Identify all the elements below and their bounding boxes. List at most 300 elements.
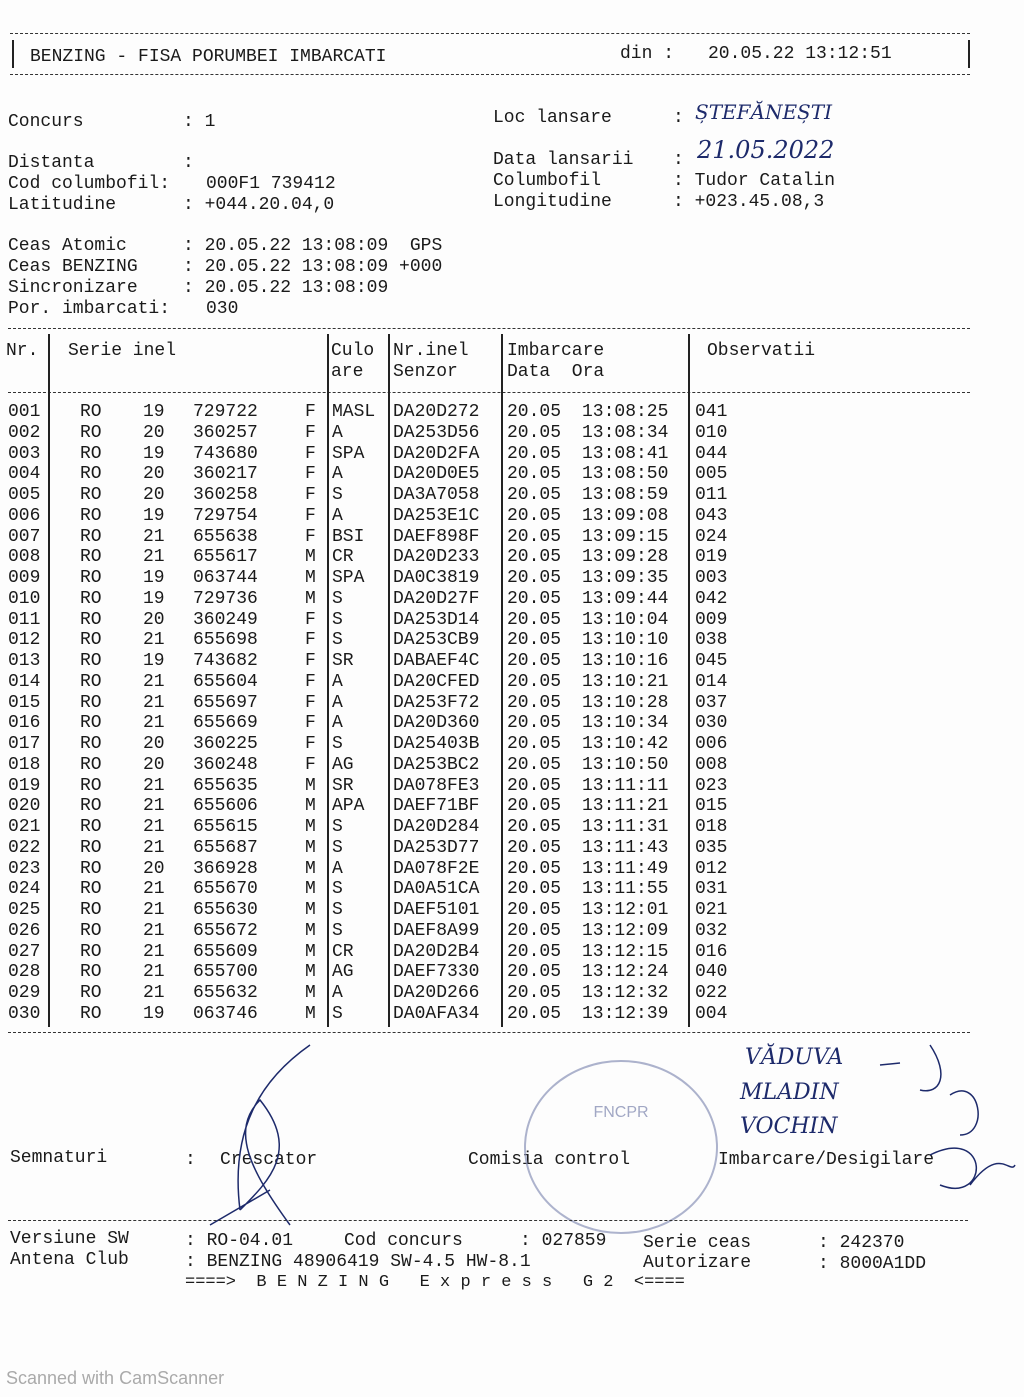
- country: RO: [80, 568, 102, 588]
- year: 20: [143, 464, 165, 485]
- data-lansarii-label: Data lansarii: [493, 150, 634, 170]
- year: 20: [143, 858, 165, 879]
- country: RO: [80, 505, 102, 526]
- observation: 040: [695, 962, 728, 983]
- observation: 012: [695, 858, 728, 879]
- sensor: DA20D27F: [393, 588, 480, 609]
- country: RO: [80, 443, 102, 464]
- color: AG: [332, 962, 354, 983]
- comisia-label: Comisia control: [468, 1150, 631, 1170]
- date: 20.05: [507, 609, 562, 630]
- camscanner-watermark: Scanned with CamScanner: [6, 1368, 225, 1388]
- year: 21: [143, 796, 165, 817]
- ceas-atomic-label: Ceas Atomic: [8, 236, 127, 256]
- row-nr: 015: [8, 692, 41, 713]
- crescator-label: Crescator: [220, 1150, 318, 1170]
- color: A: [332, 422, 343, 443]
- color: S: [332, 817, 343, 837]
- sensor: DA078F2E: [393, 858, 480, 879]
- col-culoare-2: are: [331, 362, 364, 382]
- ring-number: 360249: [193, 609, 258, 630]
- row-nr: 018: [8, 754, 41, 775]
- lat-label: Latitudine: [8, 195, 117, 215]
- sex: M: [305, 983, 316, 1003]
- color: SPA: [332, 443, 365, 464]
- observation: 021: [695, 900, 728, 920]
- observation: 018: [695, 817, 728, 837]
- country: RO: [80, 1003, 102, 1024]
- table-row: [0, 610, 740, 631]
- observation: 016: [695, 941, 728, 962]
- col-nr: Nr.: [6, 341, 39, 361]
- row-nr: 011: [8, 609, 41, 630]
- country: RO: [80, 588, 102, 609]
- observation: 041: [695, 402, 728, 422]
- sex: M: [305, 1003, 316, 1024]
- observation: 024: [695, 526, 728, 547]
- date: 20.05: [507, 588, 562, 609]
- distanta-label: Distanta: [8, 153, 95, 173]
- print-datetime: 20.05.22 13:12:51: [708, 44, 892, 64]
- row-nr: 020: [8, 796, 41, 817]
- row-nr: 024: [8, 879, 41, 900]
- member-name: MLADIN: [740, 1080, 839, 1105]
- row-nr: 027: [8, 941, 41, 962]
- sex: M: [305, 588, 316, 609]
- time: 13:12:24: [582, 962, 669, 983]
- commission-signatures: [870, 1035, 1020, 1195]
- date: 20.05: [507, 858, 562, 879]
- table-row: [0, 547, 740, 568]
- sex: M: [305, 962, 316, 983]
- observation: 014: [695, 671, 728, 692]
- table-row: [0, 630, 740, 651]
- ring-number: 655672: [193, 920, 258, 941]
- time: 13:12:39: [582, 1003, 669, 1024]
- ring-number: 360248: [193, 754, 258, 775]
- row-nr: 007: [8, 526, 41, 547]
- date: 20.05: [507, 962, 562, 983]
- sex: M: [305, 879, 316, 900]
- table-row: [0, 921, 740, 942]
- row-nr: 026: [8, 920, 41, 941]
- time: 13:10:10: [582, 630, 669, 651]
- col-nr-inel: Nr.inel: [393, 341, 469, 361]
- concurs-value: : 1: [183, 112, 216, 132]
- country: RO: [80, 609, 102, 630]
- time: 13:10:04: [582, 609, 669, 630]
- sex: F: [305, 713, 316, 734]
- date: 20.05: [507, 900, 562, 920]
- year: 21: [143, 630, 165, 651]
- sensor: DA20D0E5: [393, 464, 480, 485]
- time: 13:08:41: [582, 443, 669, 464]
- time: 13:08:25: [582, 402, 669, 422]
- time: 13:11:49: [582, 858, 669, 879]
- crescator-signature: [200, 1040, 350, 1230]
- time: 13:09:08: [582, 505, 669, 526]
- club-stamp: [524, 1060, 718, 1234]
- country: RO: [80, 485, 102, 505]
- sensor: DAEF8A99: [393, 920, 480, 941]
- ceas-benzing-label: Ceas BENZING: [8, 257, 138, 277]
- date: 20.05: [507, 817, 562, 837]
- sex: M: [305, 900, 316, 920]
- table-row: [0, 693, 740, 714]
- color: CR: [332, 941, 354, 962]
- col-data-ora: Data Ora: [507, 362, 605, 382]
- country: RO: [80, 547, 102, 568]
- color: SPA: [332, 568, 365, 588]
- table-row: [0, 651, 740, 672]
- date: 20.05: [507, 443, 562, 464]
- ring-number: 655698: [193, 630, 258, 651]
- color: S: [332, 900, 343, 920]
- date: 20.05: [507, 671, 562, 692]
- table-row: [0, 900, 740, 921]
- color: A: [332, 671, 343, 692]
- time: 13:09:35: [582, 568, 669, 588]
- ring-number: 360258: [193, 485, 258, 505]
- row-nr: 014: [8, 671, 41, 692]
- date: 20.05: [507, 485, 562, 505]
- ring-number: 729722: [193, 402, 258, 422]
- row-nr: 030: [8, 1003, 41, 1024]
- ceas-atomic-value: : 20.05.22 13:08:09 GPS: [183, 236, 443, 256]
- sensor: DA0AFA34: [393, 1003, 480, 1024]
- year: 19: [143, 505, 165, 526]
- sensor: DA253BC2: [393, 754, 480, 775]
- distanta-value: :: [183, 153, 205, 173]
- sensor: DA3A7058: [393, 485, 480, 505]
- year: 19: [143, 651, 165, 671]
- country: RO: [80, 671, 102, 692]
- year: 21: [143, 526, 165, 547]
- country: RO: [80, 526, 102, 547]
- sex: F: [305, 505, 316, 526]
- row-nr: 017: [8, 734, 41, 754]
- year: 19: [143, 588, 165, 609]
- country: RO: [80, 422, 102, 443]
- color: S: [332, 879, 343, 900]
- ring-number: 360225: [193, 734, 258, 754]
- date: 20.05: [507, 713, 562, 734]
- year: 21: [143, 962, 165, 983]
- date: 20.05: [507, 920, 562, 941]
- table-row: [0, 444, 740, 465]
- row-nr: 021: [8, 817, 41, 837]
- table-row: [0, 962, 740, 983]
- time: 13:08:34: [582, 422, 669, 443]
- date: 20.05: [507, 505, 562, 526]
- time: 13:10:16: [582, 651, 669, 671]
- time: 13:10:50: [582, 754, 669, 775]
- sensor: DA20D2B4: [393, 941, 480, 962]
- country: RO: [80, 754, 102, 775]
- row-nr: 009: [8, 568, 41, 588]
- observation: 003: [695, 568, 728, 588]
- country: RO: [80, 402, 102, 422]
- country: RO: [80, 734, 102, 754]
- color: S: [332, 609, 343, 630]
- time: 13:11:11: [582, 775, 669, 796]
- date: 20.05: [507, 630, 562, 651]
- country: RO: [80, 920, 102, 941]
- versiune-value: : RO-04.01: [185, 1231, 294, 1251]
- year: 19: [143, 568, 165, 588]
- color: A: [332, 713, 343, 734]
- year: 19: [143, 443, 165, 464]
- time: 13:10:34: [582, 713, 669, 734]
- row-nr: 005: [8, 485, 41, 505]
- country: RO: [80, 651, 102, 671]
- country: RO: [80, 983, 102, 1003]
- document-title: BENZING - FISA PORUMBEI IMBARCATI: [30, 47, 387, 67]
- divider: [968, 40, 970, 68]
- observation: 023: [695, 775, 728, 796]
- ring-number: 360257: [193, 422, 258, 443]
- sex: F: [305, 443, 316, 464]
- ring-number: 063744: [193, 568, 258, 588]
- time: 13:10:21: [582, 671, 669, 692]
- autorizare-label: Autorizare: [643, 1253, 752, 1273]
- concurs-label: Concurs: [8, 112, 84, 132]
- time: 13:12:09: [582, 920, 669, 941]
- table-row: [0, 796, 740, 817]
- date: 20.05: [507, 796, 562, 817]
- serie-ceas-value: : 242370: [818, 1233, 905, 1253]
- color: CR: [332, 547, 354, 568]
- sex: M: [305, 941, 316, 962]
- data-lansarii-handwritten: 21.05.2022: [697, 136, 835, 164]
- ring-number: 655617: [193, 547, 258, 568]
- antena-value: : BENZING 48906419 SW-4.5 HW-8.1: [185, 1252, 531, 1272]
- year: 19: [143, 402, 165, 422]
- ring-number: 743680: [193, 443, 258, 464]
- sensor: DA253E1C: [393, 505, 480, 526]
- table-row: [0, 859, 740, 880]
- country: RO: [80, 879, 102, 900]
- country: RO: [80, 941, 102, 962]
- time: 13:09:15: [582, 526, 669, 547]
- loc-label: Loc lansare: [493, 108, 612, 128]
- observation: 038: [695, 630, 728, 651]
- year: 21: [143, 775, 165, 796]
- country: RO: [80, 817, 102, 837]
- date: 20.05: [507, 402, 562, 422]
- country: RO: [80, 796, 102, 817]
- long-value: : +023.45.08,3: [673, 192, 825, 212]
- year: 20: [143, 734, 165, 754]
- col-senzor: Senzor: [393, 362, 458, 382]
- sex: F: [305, 630, 316, 651]
- color: S: [332, 485, 343, 505]
- long-label: Longitudine: [493, 192, 612, 212]
- colon: :: [673, 150, 684, 170]
- table-row: [0, 838, 740, 859]
- cod-label: Cod columbofil:: [8, 174, 171, 194]
- year: 20: [143, 422, 165, 443]
- table-row: [0, 776, 740, 797]
- color: SR: [332, 651, 354, 671]
- color: BSI: [332, 526, 365, 547]
- sensor: DA20D266: [393, 983, 480, 1003]
- table-row: [0, 755, 740, 776]
- sex: M: [305, 547, 316, 568]
- col-culoare: Culo: [331, 341, 375, 361]
- color: SR: [332, 775, 354, 796]
- sensor: DA20D272: [393, 402, 480, 422]
- sincronizare-value: : 20.05.22 13:08:09: [183, 278, 389, 298]
- table-row: [0, 983, 740, 1004]
- divider: [10, 33, 970, 34]
- row-nr: 003: [8, 443, 41, 464]
- year: 21: [143, 900, 165, 920]
- versiune-label: Versiune SW: [10, 1229, 129, 1249]
- sensor: DA20D284: [393, 817, 480, 837]
- observation: 015: [695, 796, 728, 817]
- year: 21: [143, 920, 165, 941]
- ring-number: 655630: [193, 900, 258, 920]
- sex: F: [305, 734, 316, 754]
- color: S: [332, 920, 343, 941]
- sex: F: [305, 464, 316, 485]
- ring-number: 063746: [193, 1003, 258, 1024]
- cod-concurs-label: Cod concurs: [344, 1231, 463, 1251]
- imbarcare-label: Imbarcare/Desigilare: [718, 1150, 935, 1170]
- din-label: din :: [620, 44, 675, 64]
- row-nr: 013: [8, 651, 41, 671]
- color: A: [332, 858, 343, 879]
- member-name: VĂDUVA: [745, 1045, 844, 1070]
- sensor: DA253CB9: [393, 630, 480, 651]
- observation: 009: [695, 609, 728, 630]
- ring-number: 655638: [193, 526, 258, 547]
- date: 20.05: [507, 941, 562, 962]
- color: A: [332, 692, 343, 713]
- time: 13:11:43: [582, 837, 669, 858]
- serie-ceas-label: Serie ceas: [643, 1233, 752, 1253]
- color: S: [332, 734, 343, 754]
- time: 13:11:21: [582, 796, 669, 817]
- year: 21: [143, 671, 165, 692]
- observation: 022: [695, 983, 728, 1003]
- table-row: [0, 713, 740, 734]
- observation: 032: [695, 920, 728, 941]
- date: 20.05: [507, 775, 562, 796]
- sensor: DA078FE3: [393, 775, 480, 796]
- sex: F: [305, 526, 316, 547]
- time: 13:10:28: [582, 692, 669, 713]
- sex: F: [305, 609, 316, 630]
- sex: F: [305, 422, 316, 443]
- table-row: [0, 817, 740, 838]
- row-nr: 019: [8, 775, 41, 796]
- row-nr: 016: [8, 713, 41, 734]
- ring-number: 655609: [193, 941, 258, 962]
- country: RO: [80, 713, 102, 734]
- year: 21: [143, 837, 165, 858]
- table-row: [0, 423, 740, 444]
- date: 20.05: [507, 464, 562, 485]
- row-nr: 006: [8, 505, 41, 526]
- country: RO: [80, 900, 102, 920]
- time: 13:12:15: [582, 941, 669, 962]
- member-name: VOCHIN: [740, 1114, 838, 1139]
- date: 20.05: [507, 837, 562, 858]
- divider: [8, 392, 970, 393]
- time: 13:11:31: [582, 817, 669, 837]
- color: S: [332, 630, 343, 651]
- sensor: DA20CFED: [393, 671, 480, 692]
- year: 21: [143, 879, 165, 900]
- sensor: DA20D360: [393, 713, 480, 734]
- country: RO: [80, 692, 102, 713]
- observation: 045: [695, 651, 728, 671]
- year: 21: [143, 817, 165, 837]
- observation: 030: [695, 713, 728, 734]
- observation: 042: [695, 588, 728, 609]
- year: 19: [143, 1003, 165, 1024]
- time: 13:09:28: [582, 547, 669, 568]
- date: 20.05: [507, 983, 562, 1003]
- por-label: Por. imbarcati:: [8, 299, 171, 319]
- sex: M: [305, 796, 316, 817]
- row-nr: 022: [8, 837, 41, 858]
- ring-number: 729754: [193, 505, 258, 526]
- row-nr: 029: [8, 983, 41, 1003]
- ceas-benzing-value: : 20.05.22 13:08:09 +000: [183, 257, 443, 277]
- sensor: DAEF898F: [393, 526, 480, 547]
- sincronizare-label: Sincronizare: [8, 278, 138, 298]
- row-nr: 010: [8, 588, 41, 609]
- table-row: [0, 1004, 740, 1025]
- sensor: DA0A51CA: [393, 879, 480, 900]
- year: 20: [143, 609, 165, 630]
- time: 13:08:50: [582, 464, 669, 485]
- sensor: DA20D233: [393, 547, 480, 568]
- observation: 019: [695, 547, 728, 568]
- color: S: [332, 837, 343, 858]
- sensor: DABAEF4C: [393, 651, 480, 671]
- color: MASL: [332, 402, 376, 422]
- col-observatii: Observatii: [707, 341, 816, 361]
- country: RO: [80, 464, 102, 485]
- observation: 008: [695, 754, 728, 775]
- sex: F: [305, 651, 316, 671]
- benzing-banner: ====> B E N Z I N G E x p r e s s G 2 <====: [185, 1273, 685, 1292]
- ring-number: 655697: [193, 692, 258, 713]
- sensor: DA253D77: [393, 837, 480, 858]
- observation: 044: [695, 443, 728, 464]
- cod-concurs-value: : 027859: [520, 1231, 607, 1251]
- divider: [8, 1220, 968, 1221]
- table-row: [0, 402, 740, 423]
- col-serie: Serie inel: [68, 341, 177, 361]
- row-nr: 025: [8, 900, 41, 920]
- ring-number: 729736: [193, 588, 258, 609]
- table-row: [0, 942, 740, 963]
- year: 21: [143, 713, 165, 734]
- color: A: [332, 983, 343, 1003]
- sex: M: [305, 920, 316, 941]
- time: 13:09:44: [582, 588, 669, 609]
- time: 13:12:01: [582, 900, 669, 920]
- time: 13:08:59: [582, 485, 669, 505]
- observation: 005: [695, 464, 728, 485]
- sensor: DAEF7330: [393, 962, 480, 983]
- por-value: 030: [206, 299, 239, 319]
